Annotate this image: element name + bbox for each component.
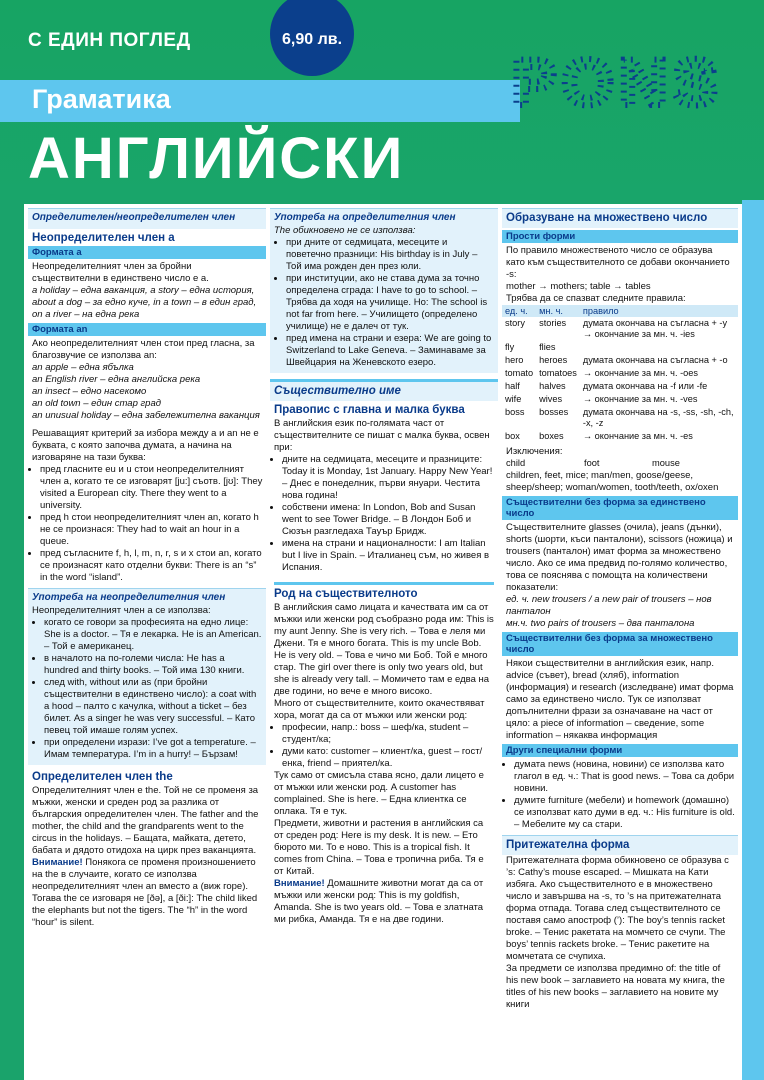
- list-item: • когато се говори за професията на едно лице: She is a doctor. – Тя е лекарка. He is an American. – Той е американец.: [44, 617, 262, 653]
- grammar-sheet: [24, 204, 742, 1080]
- list-item: • при определени изрази: I’ve got a temperature. – Имам температура. I’m in a hurry! – Бързам!: [44, 737, 262, 761]
- note-label: Внимание!: [274, 878, 325, 889]
- table-row: tomato tomatoes → окончание за мн. ч. -oes: [505, 368, 698, 378]
- gender-text: В английския само лицата и качествата им са от мъжки или женски род съобразно рода им: This is my aunt Jenny. She is very rich. – Това е леля ми Джени. Тя е много богата. This is my uncle Bob. He is very old. – Това е чичо ми Боб. Той е много стар. The girl over there is only two years old, but she is already very tall. – Момичето там е едва на две години, но вече е много високо.: [274, 602, 494, 697]
- def-note: [32, 857, 262, 929]
- list-item: • пред съгласните f, h, l, m, n, r, s и x стои an, когато се произнасят като отделни букви: There is an “s” in the word “island”.: [40, 548, 266, 584]
- possessive-panel: [502, 835, 738, 855]
- caps-title: Правопис с главна и малка буква: [274, 404, 465, 416]
- rules-intro: Трябва да се спазват следните правила:: [506, 293, 686, 304]
- table-row: fly flies: [505, 342, 556, 352]
- list-item: • думите furniture (мебели) и homework (домашно) се използват като думи в ед. ч.: His furniture is old. – Мебелите му са стари.: [514, 795, 738, 831]
- an-example: an old town – един стар град: [32, 398, 161, 409]
- list-item: • пред гласните eu и u стои неопределителният член a, когато те се изговарят [ju:] съотв. [jʊ]: They visited a European city. There they went to a university.: [40, 464, 266, 512]
- column-plural: [502, 208, 738, 1011]
- list-item: • след with, without или as (при бройни съществителни в единствено число): a coat with a hood – палто с качулка, without a ticket – без билет. As a singer he was very successful. – Като певец той имаше голям успех.: [44, 677, 262, 737]
- list-item: • професии, напр.: boss – шеф/ка, student – студент/ка;: [282, 722, 498, 746]
- no-plural-bar: Съществителни без форма за множествено число: [502, 632, 738, 656]
- special-list: [502, 759, 738, 831]
- exceptions-row: children, feet, mice; man/men, goose/geese, sheep/sheep; woman/women, tooth/teeth, ox/oxen: [506, 469, 719, 493]
- form-a-text: Неопределителният член за бройни съществителни в единствено число е a.: [32, 261, 209, 284]
- side-strip: [742, 200, 764, 1080]
- simple-example: mother → mothers; table → tables: [506, 281, 651, 292]
- def-usage-list: [274, 237, 494, 369]
- list-item: • пред имена на страни и езера: We are going to Switzerland to Lake Geneva. – Заминаваме за Швейцария на Женевското езеро.: [286, 333, 494, 369]
- possessive-text: Притежателната форма обикновено се образува с ’s: Cathy’s mouse escaped. – Мишката на Кати избяга. Ако съществителното е в множествено число и завършва на -s, то ’s на притежателната форма отпада. Тогава след съществителното се поставя само апостроф (’): The boy’s tennis racket broke. – Тенис ракетата на момчето се счупи. The boys’ tennis rackets broke. – Тенис ракетите на момчетата се счупиха.: [506, 854, 729, 962]
- table-row: wife wives → окончание за мн. ч. -ves: [505, 394, 698, 404]
- indef-title: Неопределителен член a: [32, 232, 175, 244]
- column-header: ед. ч.: [502, 305, 536, 317]
- usage-list: [32, 617, 262, 761]
- form-an-text: Ако неопределителният член стои пред гласна, за благозвучие се използва an:: [32, 338, 255, 361]
- def-usage-intro: The обикновено не се използва:: [274, 225, 416, 236]
- pons-logo: [512, 50, 748, 110]
- no-singular-example: ед. ч. new trousers / a new pair of trousers – нов панталон: [506, 593, 712, 617]
- column-header: правило: [580, 305, 738, 317]
- gender-title: Род на съществителното: [274, 582, 494, 600]
- simple-text: По правило множественото число се образува като към съществителното се добави окончанието -s:: [506, 245, 730, 280]
- exceptions-label: Изключения:: [506, 446, 563, 457]
- pronunciation-list: [28, 464, 266, 584]
- def-usage-panel: [270, 208, 498, 373]
- def-text: Определителният член е the. Той не се променя за мъжки, женски и среден род за разлика от българския определителен член. The father and the mother, the child and the grandparents went to the circus in the holidays. – Бащата, майката, детето, бабата и дядото отидоха на цирк през ваканцията.: [32, 785, 259, 856]
- usage-panel: [28, 588, 266, 765]
- usage-intro: Неопределителният член a се използва:: [32, 605, 211, 616]
- noun-panel: [270, 379, 498, 401]
- gender-list: [270, 722, 498, 770]
- svg-text:PONS: PONS: [512, 50, 724, 110]
- column-header: мн. ч.: [536, 305, 580, 317]
- note-label: Внимание!: [32, 857, 83, 868]
- noun-title: Съществително име: [274, 385, 401, 397]
- caps-intro: В английския език по-голямата част от съществителните се пишат с малка буква, освен при:: [274, 418, 490, 453]
- list-item: • при институции, ако не става дума за точно определена сграда: I have to go to school. – Трябва да ходя на училище. Но: The school is not far from here. – Училището (определено училище) не е далеч от тук.: [286, 273, 494, 333]
- an-example: an insect – едно насекомо: [32, 386, 147, 397]
- list-item: • думата news (новина, новини) се използва като глагол в ед. ч.: That is good news. – Това са добри новини.: [514, 759, 738, 795]
- list-item: • пред h стои неопределителният член an, когато h не се произнася: They had to wait an hour in a queue.: [40, 512, 266, 548]
- column-articles: [28, 208, 266, 929]
- gender-text: Предмети, животни и растения в английския са от среден род: Here is my desk. It is new. – Ето бюрото ми. То е ново. This is a tropical fish. It comes from China. – Това е тропична риба. Тя е от Китай.: [274, 818, 484, 877]
- table-row: story stories думата окончава на съгласна + -y → окончание за мн. ч. -ies: [505, 318, 728, 339]
- page-title: АНГЛИЙСКИ: [28, 126, 405, 191]
- form-a-bar: Формата a: [28, 246, 266, 259]
- plural-panel: [502, 208, 738, 228]
- no-singular-text: Съществителните glasses (очила), jeans (дънки), shorts (шорти, къси панталони), scissors (ножица) и trousers (панталон) имат форма за множествено число. Ако се има предвид по-голямо количество, това се пояснява с помощта на количествени показатели:: [506, 521, 733, 593]
- gender-text: Тук само от смисъла става ясно, дали лицето е от мъжки или женски род. A customer has complained. She is here. – Една клиентка се оплака. Тя е тук.: [274, 770, 484, 817]
- no-singular-example: мн.ч. two pairs of trousers – два панталона: [506, 617, 695, 629]
- subject-label: Граматика: [32, 84, 171, 114]
- an-example: an unusual holiday – една забележителна ваканция: [32, 410, 260, 421]
- plural-title: Образуване на множествено число: [506, 212, 708, 224]
- section-title: Определителен/неопределителен член: [32, 212, 236, 223]
- an-example: an English river – една английска река: [32, 374, 201, 385]
- possessive-text: За предмети се използва предимно of: the title of his new book – заглавието на новата му книга, the titles of his new books – заглавието на новите му книги: [506, 962, 725, 1010]
- articles-panel: [28, 208, 266, 229]
- simple-forms-bar: Прости форми: [502, 230, 738, 243]
- note-text: Домашните животни могат да са от мъжки или женски род: This is my goldfish, Amanda. She is two years old. – Това е златната ми рибка, Аманда. Тя е на две години.: [274, 878, 484, 925]
- form-an-bar: Формата an: [28, 323, 266, 336]
- decisive-text: Решаващият критерий за избора между a и an не е буквата, с която започва думата, а начина на изговаряне на тази буква:: [32, 428, 259, 463]
- note-text: Понякога се променя произношението на the в случаите, когато се използва неопределителният член an вместо a (виж горе). Тогава the се изговаря не [ðə], а [ði:]: The child liked the elephants but not the tigers. The “h” in the word “hour” is silent.: [32, 857, 258, 928]
- usage-title: Употреба на неопределителния член: [32, 592, 226, 603]
- table-row: half halves думата окончава на -f или -fe: [505, 381, 708, 391]
- series-label: С ЕДИН ПОГЛЕД: [28, 30, 191, 51]
- plural-table: [502, 305, 738, 443]
- an-example: an apple – една ябълка: [32, 362, 134, 373]
- caps-list: [270, 454, 498, 574]
- list-item: • в началото на по-големи числа: He has a hundred and thirty books. – Той има 130 книги.: [44, 653, 262, 677]
- form-a-example: a holiday – една ваканция, a story – една история,: [32, 285, 255, 296]
- list-item: • думи като: customer – клиент/ка, guest – гост/енка, friend – приятел/ка.: [282, 746, 498, 770]
- list-item: • имена на страни и националности: I am Italian but I live in Spain. – Италианец съм, но живея в Испания.: [282, 538, 498, 574]
- no-plural-text: Някои съществителни в английския език, напр. advice (съвет), bread (хляб), information (информация) и research (изследване) имат форма само за единствено число. Тук се използват допълнителни фрази за означаване на част от цяло: a piece of information – сведение, some information – някаква информация: [506, 657, 734, 741]
- list-item: • дните на седмицата, месеците и празниците: Today it is Monday, 1st January. Happy New Year! – Днес е понеделник, първи януари. Честита нова година!: [282, 454, 498, 502]
- form-a-example: about a dog – за едно куче, in a town – в един град, on a river – на една река: [32, 297, 257, 320]
- possessive-title: Притежателна форма: [506, 838, 630, 851]
- list-item: • при дните от седмицата, месеците и поветечно празници: His birthday is in July – Той има рожден ден през юли.: [286, 237, 494, 273]
- table-row: hero heroes думата окончава на съгласна + -o: [505, 355, 728, 365]
- column-nouns: [270, 208, 498, 926]
- def-title: Определителен член the: [32, 771, 173, 783]
- no-singular-bar: Съществителни без форма за единствено число: [502, 496, 738, 520]
- table-row: boss bosses думата окончава на -s, -ss, -sh, -ch, -x, -z: [505, 407, 734, 428]
- exceptions-grid: child foot mouse: [506, 458, 680, 468]
- list-item: • собствени имена: In London, Bob and Susan went to see Tower Bridge. – В Лондон Боб и Сюзън разгледаха Тауър Бридж.: [282, 502, 498, 538]
- price-badge: 6,90 лв.: [270, 0, 354, 76]
- gender-note: [274, 878, 494, 926]
- special-bar: Други специални форми: [502, 744, 738, 757]
- gender-text: Много от съществителните, които окачествяват хора, могат да са от мъжки или женски род:: [274, 698, 485, 721]
- table-row: box boxes → окончание за мн. ч. -es: [505, 431, 693, 441]
- def-usage-title: Употреба на определителния член: [274, 212, 456, 223]
